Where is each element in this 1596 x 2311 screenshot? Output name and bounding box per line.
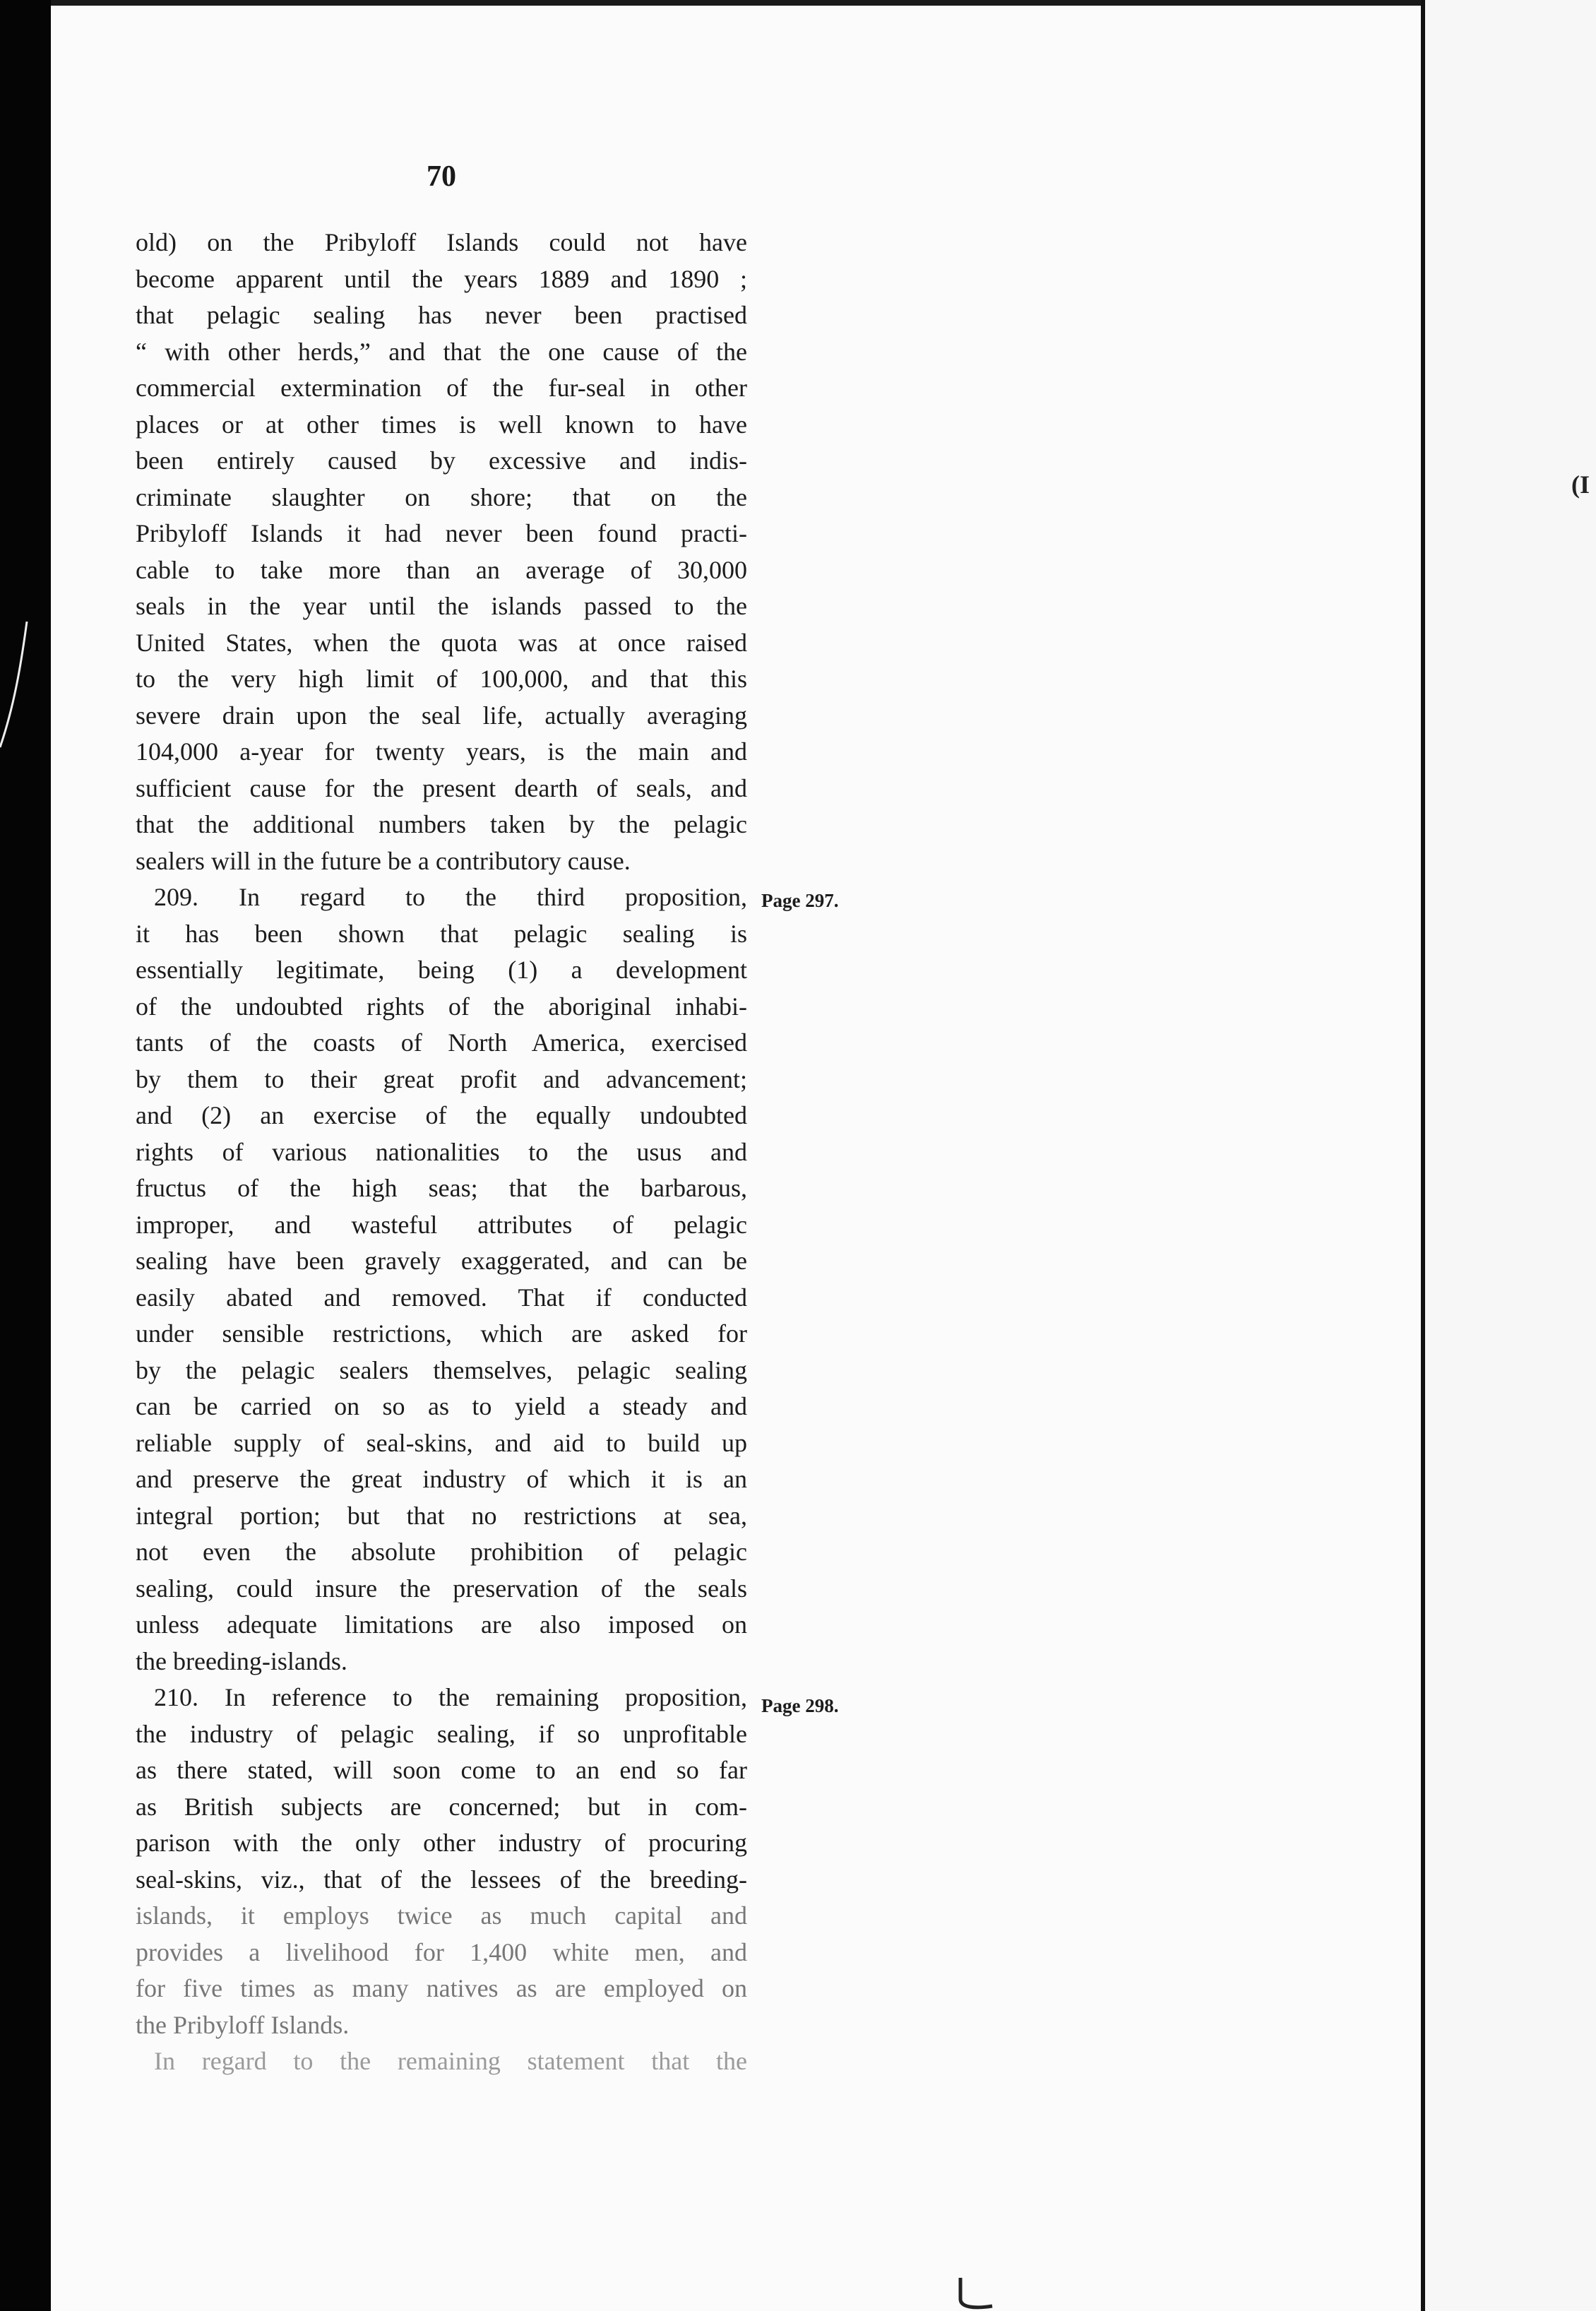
text-line: reliable supply of seal-skins, and aid to build up bbox=[136, 1428, 747, 1457]
text-line: places or at other times is well known to have bbox=[136, 410, 747, 439]
text-line: rights of various nationalities to the usus and bbox=[136, 1137, 747, 1166]
paragraph-210-start: 210. In reference to the remaining proposition, bbox=[154, 1683, 747, 1711]
text-line: not even the absolute prohibition of pelagic bbox=[136, 1538, 747, 1566]
text-line: of the undoubted rights of the aboriginal inhabi- bbox=[136, 992, 747, 1021]
text-line: islands, it employs twice as much capital and bbox=[136, 1901, 747, 1930]
text-line: parison with the only other industry of procuring bbox=[136, 1829, 747, 1857]
text-line: In regard to the remaining statement that the bbox=[154, 2047, 747, 2075]
scan-border-left bbox=[0, 0, 51, 2311]
facing-page-fragment: (I bbox=[1571, 470, 1590, 499]
text-line: under sensible restrictions, which are asked for bbox=[136, 1319, 747, 1348]
page-number: 70 bbox=[427, 160, 456, 193]
text-line: become apparent until the years 1889 and 1890 ; bbox=[136, 264, 747, 293]
text-line: commercial extermination of the fur-seal in other bbox=[136, 374, 747, 402]
text-line: old) on the Pribyloff Islands could not have bbox=[136, 228, 747, 256]
text-line: the industry of pelagic sealing, if so unprofitable bbox=[136, 1719, 747, 1748]
text-line: sufficient cause for the present dearth of seals, and bbox=[136, 773, 747, 802]
text-line: fructus of the high seas; that the barbarous, bbox=[136, 1174, 747, 1202]
text-line: unless adequate limitations are also imposed on bbox=[136, 1610, 747, 1639]
text-line: been entirely caused by excessive and indis- bbox=[136, 446, 747, 475]
margin-note-page-297: Page 297. bbox=[761, 890, 839, 911]
text-line: and (2) an exercise of the equally undoubted bbox=[136, 1101, 747, 1129]
text-line: and preserve the great industry of which it is an bbox=[136, 1465, 747, 1493]
scan-bottom-artifact bbox=[953, 2278, 996, 2311]
text-line: provides a livelihood for 1,400 white men, and bbox=[136, 1937, 747, 1966]
text-line: as British subjects are concerned; but in com- bbox=[136, 1792, 747, 1821]
text-line: criminate slaughter on shore; that on the bbox=[136, 482, 747, 511]
text-line: improper, and wasteful attributes of pelagic bbox=[136, 1210, 747, 1239]
text-line: the Pribyloff Islands. bbox=[136, 2010, 350, 2039]
scan-border-top bbox=[51, 0, 1421, 6]
text-line: 104,000 a-year for twenty years, is the main and bbox=[136, 737, 747, 766]
text-line: by the pelagic sealers themselves, pelagic sealing bbox=[136, 1355, 747, 1384]
text-line: sealing, could insure the preservation of the seals bbox=[136, 1574, 747, 1603]
text-line: seal-skins, viz., that of the lessees of the breeding- bbox=[136, 1865, 747, 1894]
text-line: the breeding-islands. bbox=[136, 1646, 347, 1675]
text-line: that the additional numbers taken by the pelagic bbox=[136, 810, 747, 838]
text-line: United States, when the quota was at once raised bbox=[136, 628, 747, 657]
text-line: Pribyloff Islands it had never been found practi- bbox=[136, 519, 747, 547]
text-line: integral portion; but that no restrictions at sea, bbox=[136, 1501, 747, 1530]
text-line: that pelagic sealing has never been practised bbox=[136, 301, 747, 329]
margin-note-page-298: Page 298. bbox=[761, 1695, 839, 1716]
text-line: sealers will in the future be a contributory cause. bbox=[136, 846, 631, 875]
text-line: “ with other herds,” and that the one cause of the bbox=[136, 337, 747, 366]
text-line: seals in the year until the islands passed to the bbox=[136, 592, 747, 620]
text-line: to the very high limit of 100,000, and that this bbox=[136, 665, 747, 693]
text-line: by them to their great profit and advancement; bbox=[136, 1064, 747, 1093]
text-line: essentially legitimate, being (1) a development bbox=[136, 956, 747, 984]
text-line: easily abated and removed. That if conducted bbox=[136, 1283, 747, 1312]
paragraph-209-start: 209. In regard to the third proposition, bbox=[154, 883, 747, 911]
text-line: for five times as many natives as are employed on bbox=[136, 1974, 747, 2002]
text-line: it has been shown that pelagic sealing is bbox=[136, 919, 747, 948]
text-line: can be carried on so as to yield a steady and bbox=[136, 1392, 747, 1420]
text-line: cable to take more than an average of 30,000 bbox=[136, 555, 747, 584]
scan-edge-artifact bbox=[0, 622, 28, 749]
text-line: sealing have been gravely exaggerated, and can be bbox=[136, 1247, 747, 1275]
body-text bbox=[136, 225, 747, 2080]
text-line: as there stated, will soon come to an end so far bbox=[136, 1756, 747, 1784]
facing-page bbox=[1425, 0, 1596, 2311]
text-line: severe drain upon the seal life, actually averaging bbox=[136, 701, 747, 730]
text-line: tants of the coasts of North America, exercised bbox=[136, 1028, 747, 1057]
